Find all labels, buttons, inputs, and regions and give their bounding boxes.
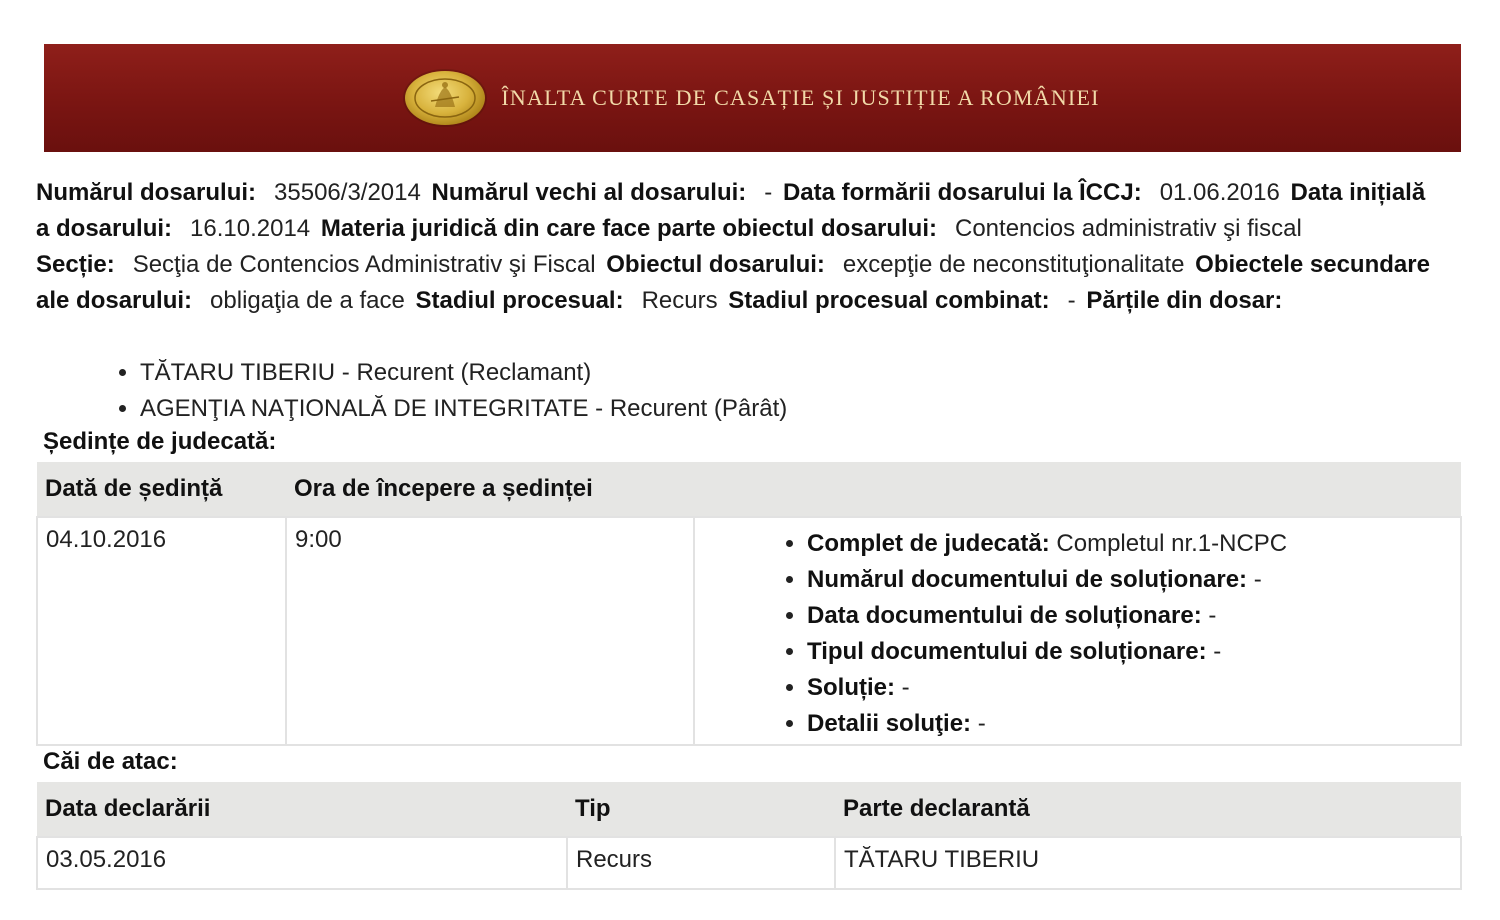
sedinte-table xyxy=(36,462,1462,746)
header-tip: Tip xyxy=(567,782,835,837)
table-header-row xyxy=(37,782,1461,837)
materia-label: Materia juridică din care face parte obiectul dosarului: xyxy=(320,215,937,242)
data-initiala-label: Data inițială a dosarului: xyxy=(36,179,1426,242)
detail-item: • Tipul documentului de soluționare: - xyxy=(807,634,1452,670)
sectie-value: Secţia de Contencios Administrativ şi Fiscal xyxy=(132,251,596,278)
cale-atac-parte: TĂTARU TIBERIU xyxy=(835,837,1461,889)
obiect-value: excepţie de neconstituţionalitate xyxy=(842,251,1185,278)
numar-label: Numărul dosarului: xyxy=(36,179,257,206)
cale-atac-tip: Recurs xyxy=(567,837,835,889)
case-info xyxy=(36,175,1436,319)
stadiu-combinat-label: Stadiul procesual combinat: xyxy=(728,287,1050,314)
stadiu-label: Stadiul procesual: xyxy=(415,287,624,314)
banner-title: ÎNALTA CURTE DE CASAȚIE ȘI JUSTIȚIE A ROMÂNIEI xyxy=(501,85,1100,110)
header-banner xyxy=(44,44,1461,152)
cai-atac-title: Căi de atac: xyxy=(43,748,178,775)
numar-value: 35506/3/2014 xyxy=(274,179,421,206)
stadiu-value: Recurs xyxy=(641,287,718,314)
sedinta-ora: 9:00 xyxy=(286,517,694,745)
data-formarii-label: Data formării dosarului la ÎCCJ: xyxy=(782,179,1142,206)
stadiu-combinat-value: - xyxy=(1067,287,1076,314)
sedinte-title: Ședințe de judecată: xyxy=(43,428,277,455)
materia-value: Contencios administrativ şi fiscal xyxy=(955,215,1302,242)
detail-item: • Numărul documentului de soluționare: - xyxy=(807,562,1452,598)
header-ora: Ora de începere a ședinței xyxy=(286,462,694,517)
cai-atac-table xyxy=(36,782,1462,890)
obiect-label: Obiectul dosarului: xyxy=(606,251,825,278)
table-row xyxy=(37,837,1461,889)
numar-vechi-value: - xyxy=(764,179,773,206)
sedinta-details-cell xyxy=(694,517,1461,745)
cale-atac-data: 03.05.2016 xyxy=(37,837,567,889)
sectie-label: Secție: xyxy=(36,251,115,278)
header-empty xyxy=(694,462,1461,517)
data-initiala-value: 16.10.2014 xyxy=(190,215,311,242)
header-parte-declaranta: Parte declarantă xyxy=(835,782,1461,837)
parti-label: Părțile din dosar: xyxy=(1086,287,1283,314)
numar-vechi-label: Numărul vechi al dosarului: xyxy=(431,179,747,206)
party-item: • AGENŢIA NAŢIONALĂ DE INTEGRITATE - Recurent (Pârât) xyxy=(140,391,787,427)
sedinta-details xyxy=(703,526,1452,742)
table-header-row xyxy=(37,462,1461,517)
header-data-declararii: Data declarării xyxy=(37,782,567,837)
detail-item: • Soluție: - xyxy=(807,670,1452,706)
detail-item: • Data documentului de soluționare: - xyxy=(807,598,1452,634)
party-item: • TĂTARU TIBERIU - Recurent (Reclamant) xyxy=(140,355,787,391)
header-data-sedinta: Dată de ședință xyxy=(37,462,286,517)
obiecte-secundare-value: obligaţia de a face xyxy=(210,287,405,314)
table-row xyxy=(37,517,1461,745)
detail-item: • Complet de judecată: Completul nr.1-NCPC xyxy=(807,526,1452,562)
obiecte-secundare-label: Obiectele secundare ale dosarului: xyxy=(36,251,1430,314)
data-formarii-value: 01.06.2016 xyxy=(1159,179,1280,206)
parties-list xyxy=(110,355,787,427)
detail-item: • Detalii soluţie: - xyxy=(807,706,1452,742)
court-seal-icon xyxy=(405,71,485,125)
sedinta-data: 04.10.2016 xyxy=(37,517,286,745)
